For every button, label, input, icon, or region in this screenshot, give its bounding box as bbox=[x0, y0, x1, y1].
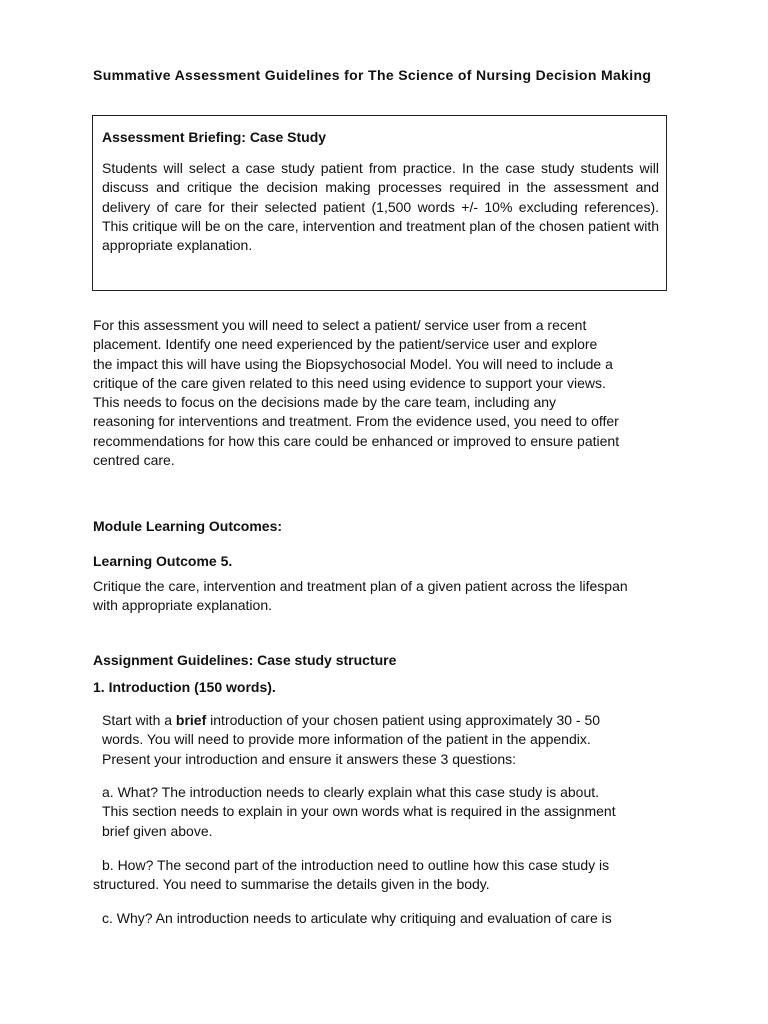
start-line: Present your introduction and ensure it answers these 3 questions: bbox=[102, 750, 517, 767]
briefing-heading: Assessment Briefing: Case Study bbox=[102, 129, 327, 145]
start-text-bold: brief bbox=[175, 712, 207, 728]
point-b-line: structured. You need to summarise the details given in the body. bbox=[93, 876, 490, 893]
intro-paragraph bbox=[93, 316, 678, 470]
document-title: Summative Assessment Guidelines for The Science of Nursing Decision Making bbox=[93, 67, 652, 83]
start-text-before: Start with a bbox=[102, 712, 176, 728]
assessment-briefing-box bbox=[92, 115, 667, 291]
point-a-line: a. What? The introduction needs to clearly explain what this case study is about. bbox=[102, 784, 600, 800]
intro-line: centred care. bbox=[93, 452, 175, 469]
point-c-paragraph bbox=[93, 909, 673, 928]
lo5-line: with appropriate explanation. bbox=[93, 597, 273, 614]
start-paragraph bbox=[102, 711, 662, 769]
intro-line: placement. Identify one need experienced by the patient/service user and explore bbox=[93, 336, 598, 353]
point-a-line: brief given above. bbox=[102, 822, 213, 839]
intro-line: critique of the care given related to this need using evidence to support your views. bbox=[93, 374, 606, 391]
start-text-after: introduction of your chosen patient using approximately 30 - 50 bbox=[206, 712, 601, 728]
point-c-line: c. Why? An introduction needs to articulate why critiquing and evaluation of care is bbox=[102, 910, 612, 926]
intro-line: the impact this will have using the Biopsychosocial Model. You will need to include a bbox=[93, 355, 613, 372]
assignment-guidelines-heading: Assignment Guidelines: Case study structure bbox=[93, 652, 397, 668]
briefing-body: Students will select a case study patient from practice. In the case study students will discuss and critique the decision making processes required in the assessment and delivery of care for their selected patient (1,500 words +/- 10% excluding references). This critique will be on the care, intervention and treatment plan of the chosen patient with appropriate explanation. bbox=[102, 160, 659, 254]
point-a-paragraph bbox=[102, 783, 674, 841]
intro-line: reasoning for interventions and treatment. From the evidence used, you need to offer bbox=[93, 413, 619, 430]
intro-line: This needs to focus on the decisions made by the care team, including any bbox=[93, 394, 557, 411]
point-a-line: This section needs to explain in your own words what is required in the assignment bbox=[102, 803, 616, 820]
intro-line: recommendations for how this care could be enhanced or improved to ensure patient bbox=[93, 432, 620, 449]
start-line: words. You will need to provide more information of the patient in the appendix. bbox=[102, 731, 591, 748]
start-line-1 bbox=[102, 711, 662, 730]
intro-line: For this assessment you will need to select a patient/ service user from a recent bbox=[93, 317, 587, 333]
learning-outcome-5-text bbox=[93, 577, 673, 616]
module-learning-outcomes-heading: Module Learning Outcomes: bbox=[93, 518, 283, 534]
point-b-paragraph bbox=[93, 856, 668, 895]
lo5-line: Critique the care, intervention and treatment plan of a given patient across the lifespan bbox=[93, 578, 628, 594]
point-b-line: b. How? The second part of the introduction need to outline how this case study is bbox=[102, 857, 610, 873]
learning-outcome-5-heading: Learning Outcome 5. bbox=[93, 553, 233, 569]
introduction-section-heading: 1. Introduction (150 words). bbox=[93, 679, 276, 695]
